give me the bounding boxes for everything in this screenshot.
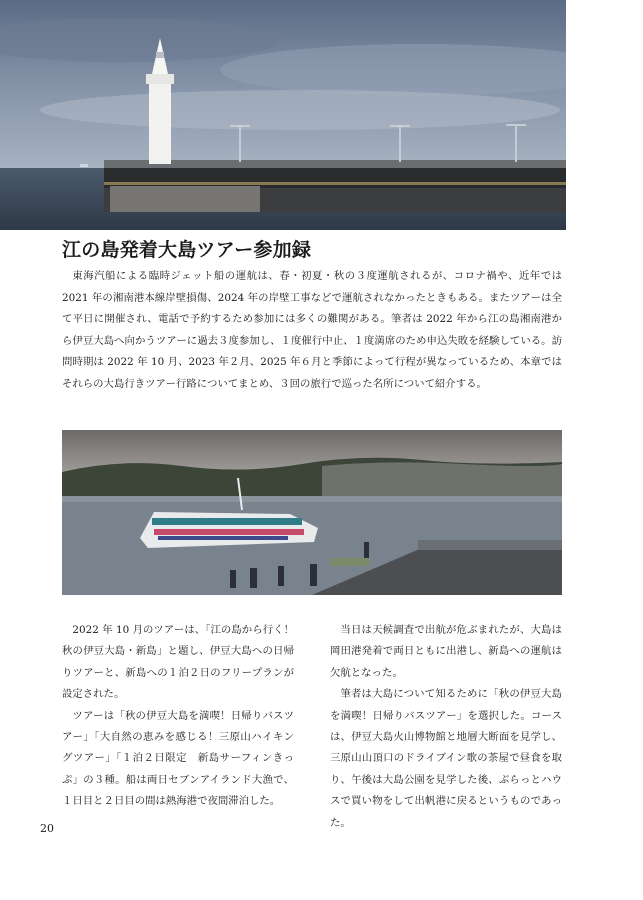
left-column (62, 620, 294, 813)
article-intro (62, 266, 562, 396)
left-paragraph-2: ツアーは「秋の伊豆大島を満喫！日帰りバスツアー」「大自然の恵みを感じる！三原山ハイキングツアー」「１泊２日限定 新島サーフィンきっぷ」の３種。船は両日セブンアイランド大漁で、１日目と２日目の間は熱海港で夜間滞泊した。 (62, 709, 294, 808)
jet-ship-photo (62, 430, 562, 595)
left-paragraph-1: 2022 年 10 月のツアーは、「江の島から行く！秋の伊豆大島・新島」と題し、伊豆大島への日帰りツアーと、新島への１泊２日のフリープランが設定された。 (62, 624, 294, 701)
article-title: 江の島発着大島ツアー参加録 (62, 239, 312, 261)
right-column (330, 620, 562, 834)
intro-paragraph: 東海汽船による臨時ジェット船の運航は、春・初夏・秋の３度運航されるが、コロナ禍や、近年では 2021 年の湘南港本線岸壁損傷、2024 年の岸壁工事などで運航されなかったときもある。またツアーは全て平日に開催され、電話で予約するため参加には多くの難関がある。筆者は 2022 年から江の島湘南港から伊豆大島へ向かうツアーに過去３度参加し、１度催行中止、１度満席のため申込失敗を経験している。訪問時期は 2022 年 10 月、2023 年２月、2025 年６月と季節によって行程が異なっているため、本章ではそれらの大島行きツアー行路についてまとめ、３回の旅行で巡った名所について紹介する。 (62, 270, 562, 390)
right-paragraph-2: 筆者は大島について知るために「秋の伊豆大島を満喫！日帰りバスツアー」を選択した。コースは、伊豆大島火山博物館と地層大断面を見学し、三原山山頂口のドライブイン歌の茶屋で昼食を取り、午後は大島公園を見学した後、ぶらっとハウスで買い物をして出帆港に戻るというものであった。 (330, 688, 562, 829)
right-paragraph-1: 当日は天候調査で出航が危ぶまれたが、大島は岡田港発着で両日ともに出港し、新島への運航は欠航となった。 (330, 624, 562, 679)
lighthouse-photo (0, 0, 566, 230)
page-number: 20 (40, 822, 54, 835)
